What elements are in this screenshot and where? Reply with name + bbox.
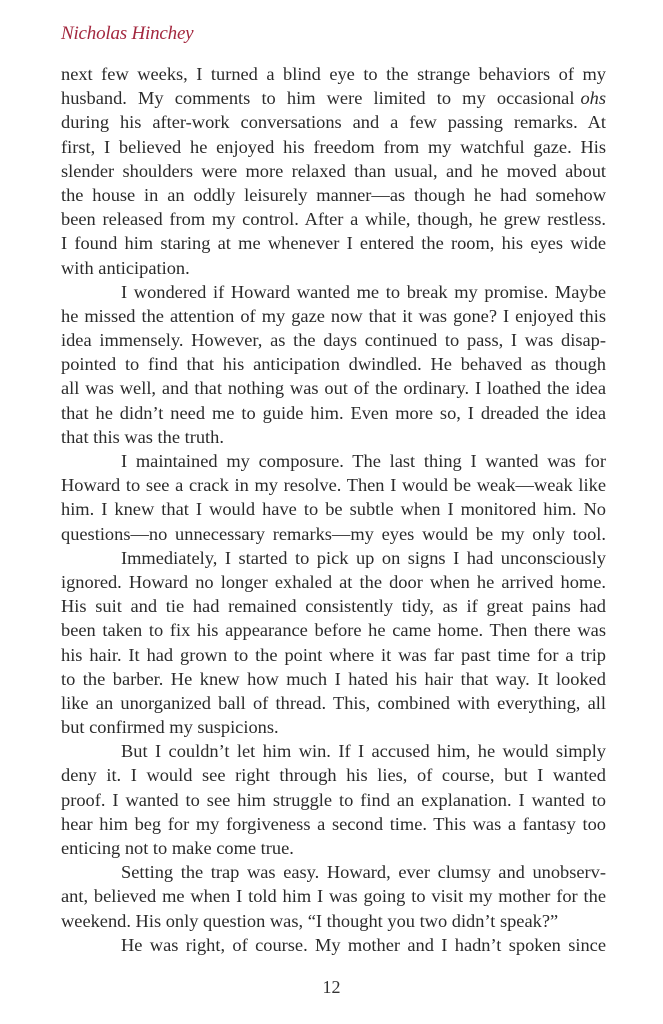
text-line: been taken to fix his appearance before he came home. Then there was <box>61 620 606 641</box>
text-line: during his after-work conversations and a few passing remarks. At <box>61 112 606 133</box>
text-line: hear him beg for my forgiveness a second time. This was a fantasy too <box>61 813 606 834</box>
text-line: His suit and tie had remained consistently tidy, as if great pains had <box>61 596 606 617</box>
text-line: the house in an oddly leisurely manner—as though he had somehow <box>61 184 606 205</box>
text-line: to the barber. He knew how much I hated his hair that way. It looked <box>61 668 606 689</box>
text-line: but confirmed my suspicions. <box>61 717 279 738</box>
text-line: Howard to see a crack in my resolve. Then I would be weak—weak like <box>61 475 606 496</box>
text-line-segment: husband. My comments to him were limited to my occasional <box>61 88 575 109</box>
text-line <box>61 86 606 110</box>
text-line: him. I knew that I would have to be subtle when I monitored him. No <box>61 499 606 520</box>
body-text <box>61 62 606 957</box>
text-line: I found him staring at me whenever I entered the room, his eyes wide <box>61 233 606 254</box>
text-line: weekend. His only question was, “I thought you two didn’t speak?” <box>61 910 559 931</box>
text-line: I wondered if Howard wanted me to break my promise. Maybe <box>121 281 606 302</box>
text-line: deny it. I would see right through his lies, of course, but I wanted <box>61 765 606 786</box>
text-line: Setting the trap was easy. Howard, ever clumsy and unobserv- <box>121 862 606 883</box>
text-line: that this was the truth. <box>61 426 224 447</box>
text-line: proof. I wanted to see him struggle to find an explanation. I wanted to <box>61 789 606 810</box>
text-line: Immediately, I started to pick up on signs I had unconsciously <box>121 547 606 568</box>
text-line: been released from my control. After a while, though, he grew restless. <box>61 209 606 230</box>
text-line: enticing not to make come true. <box>61 838 294 858</box>
text-line: that he didn’t need me to guide him. Even more so, I dreaded the idea <box>61 402 606 423</box>
text-line: idea immensely. However, as the days continued to pass, I was disap- <box>61 330 606 351</box>
text-line: ignored. Howard no longer exhaled at the door when he arrived home. <box>61 571 606 592</box>
text-line: with anticipation. <box>61 257 190 278</box>
text-line: like an unorganized ball of thread. This, combined with everything, all <box>61 692 606 713</box>
text-line: next few weeks, I turned a blind eye to the strange behaviors of my <box>61 64 606 84</box>
text-line: He was right, of course. My mother and I hadn’t spoken since <box>121 934 606 955</box>
italic-word: ohs <box>580 88 606 109</box>
text-line: all was well, and that nothing was out of the ordinary. I loathed the idea <box>61 378 606 399</box>
text-line: first, I believed he enjoyed his freedom from my watchful gaze. His <box>61 136 606 157</box>
page-number: 12 <box>322 977 341 997</box>
text-line: questions—no unnecessary remarks—my eyes would be my only tool. <box>61 523 606 544</box>
text-line: But I couldn’t let him win. If I accused him, he would simply <box>121 741 606 762</box>
text-line: ant, believed me when I told him I was going to visit my mother for the <box>61 886 606 907</box>
text-line: slender shoulders were more relaxed than usual, and he moved about <box>61 160 606 181</box>
text-line: his hair. It had grown to the point where it was far past time for a trip <box>61 644 606 665</box>
text-line: I maintained my composure. The last thing I wanted was for <box>121 451 606 471</box>
text-line: he missed the attention of my gaze now that it was gone? I enjoyed this <box>61 305 606 326</box>
text-line: pointed to find that his anticipation dwindled. He behaved as though <box>61 354 606 375</box>
running-head-author: Nicholas Hinchey <box>61 23 194 44</box>
